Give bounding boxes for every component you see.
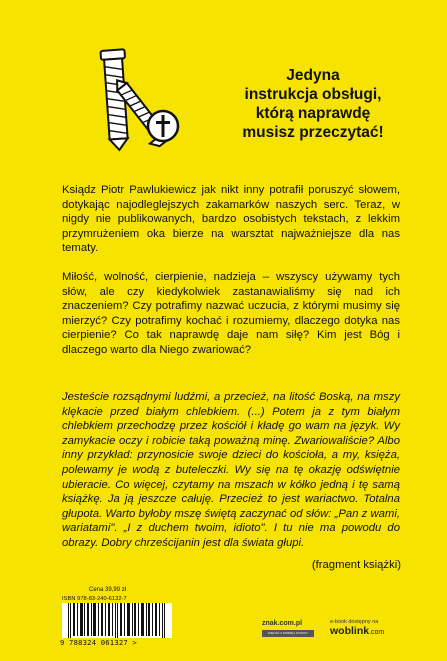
excerpt-source: (fragment książki)	[311, 559, 401, 571]
publisher-logo	[262, 620, 322, 640]
ebook-brand-domain: .com	[369, 629, 385, 636]
tagline-line-2: instrukcja obsługi,	[244, 86, 382, 103]
ebook-logo	[330, 619, 410, 637]
ebook-label: e-book dostępny na	[330, 619, 379, 625]
ebook-brand-name: woblink	[330, 625, 370, 637]
price-label: Cena 39,99 zł	[89, 587, 127, 593]
publisher-strapline: WIEDZA Z DOBREJ STRONY	[262, 630, 314, 637]
screws-with-cross-icon	[86, 46, 186, 156]
tagline	[198, 66, 428, 142]
ebook-brand	[330, 625, 410, 637]
barcode-block	[58, 587, 174, 650]
description-paragraph-2: Miłość, wolność, cierpienie, nadzieja – wszyscy używamy tych słów, ale czy kiedykolwiek zastanawialiśmy się nad ich znaczeniem? Czy potrafimy nazwać uczucia, z którymi musimy się mierzyć? Czy potrafimy kochać i rozumiemy, dlaczego dotyka nas cierpienie? Co tak naprawdę daje nam siłę? Kim jest Bóg i dlaczego warto dla Niego zwariować?	[62, 271, 400, 356]
tagline-line-1: Jedyna	[286, 67, 340, 84]
tagline-line-4: musisz przeczytać!	[242, 124, 384, 141]
ean-number: 9 788324 061327 >	[60, 638, 176, 647]
publisher-name: znak.com.pl	[262, 620, 303, 627]
book-excerpt: Jesteście rozsądnymi ludźmi, a przecież, na litość Boską, na mszy klękacie przed białym chlebkiem. (...) Potem ja z tym białym chlebkiem przechodzę przez kościół i kładę go wam na język. Wy zamykacie oczy i robicie taką poważną minę. Zwariowaliście? Albo inny przykład: przynosicie swoje dzieci do kościoła, a my, księża, polewamy je wodą z buteleczki. Wy się na tę okazję odświętnie ubieracie. Co więcej, czytamy na mszach w kółko jedną i tę samą książkę. Ja ją jeszcze całuję. Przecież to jest wariactwo. Totalna głupota. Warto byłoby mszę świętą zaczynać od słów: „Pan z wami, wariatami". „I z duchem twoim, idioto". I tu nie ma powodu do obrazy. Dobry chrześcijanin jest dla świata głupi.	[62, 391, 400, 549]
description-paragraph-1: Ksiądz Piotr Pawlukiewicz jak nikt inny potrafił poruszyć słowem, dotykając najodleglejszych zakamarków naszych serc. Teraz, w nigdy nie publikowanych, bardzo osobistych tekstach, z lekkim przymrużeniem oka bierze na warsztat najważniejsze dla nas tematy.	[62, 184, 400, 255]
barcode-icon	[62, 603, 172, 639]
tagline-line-3: którą naprawdę	[255, 105, 371, 122]
isbn-label: ISBN 978-83-240-6132-7	[62, 596, 127, 602]
